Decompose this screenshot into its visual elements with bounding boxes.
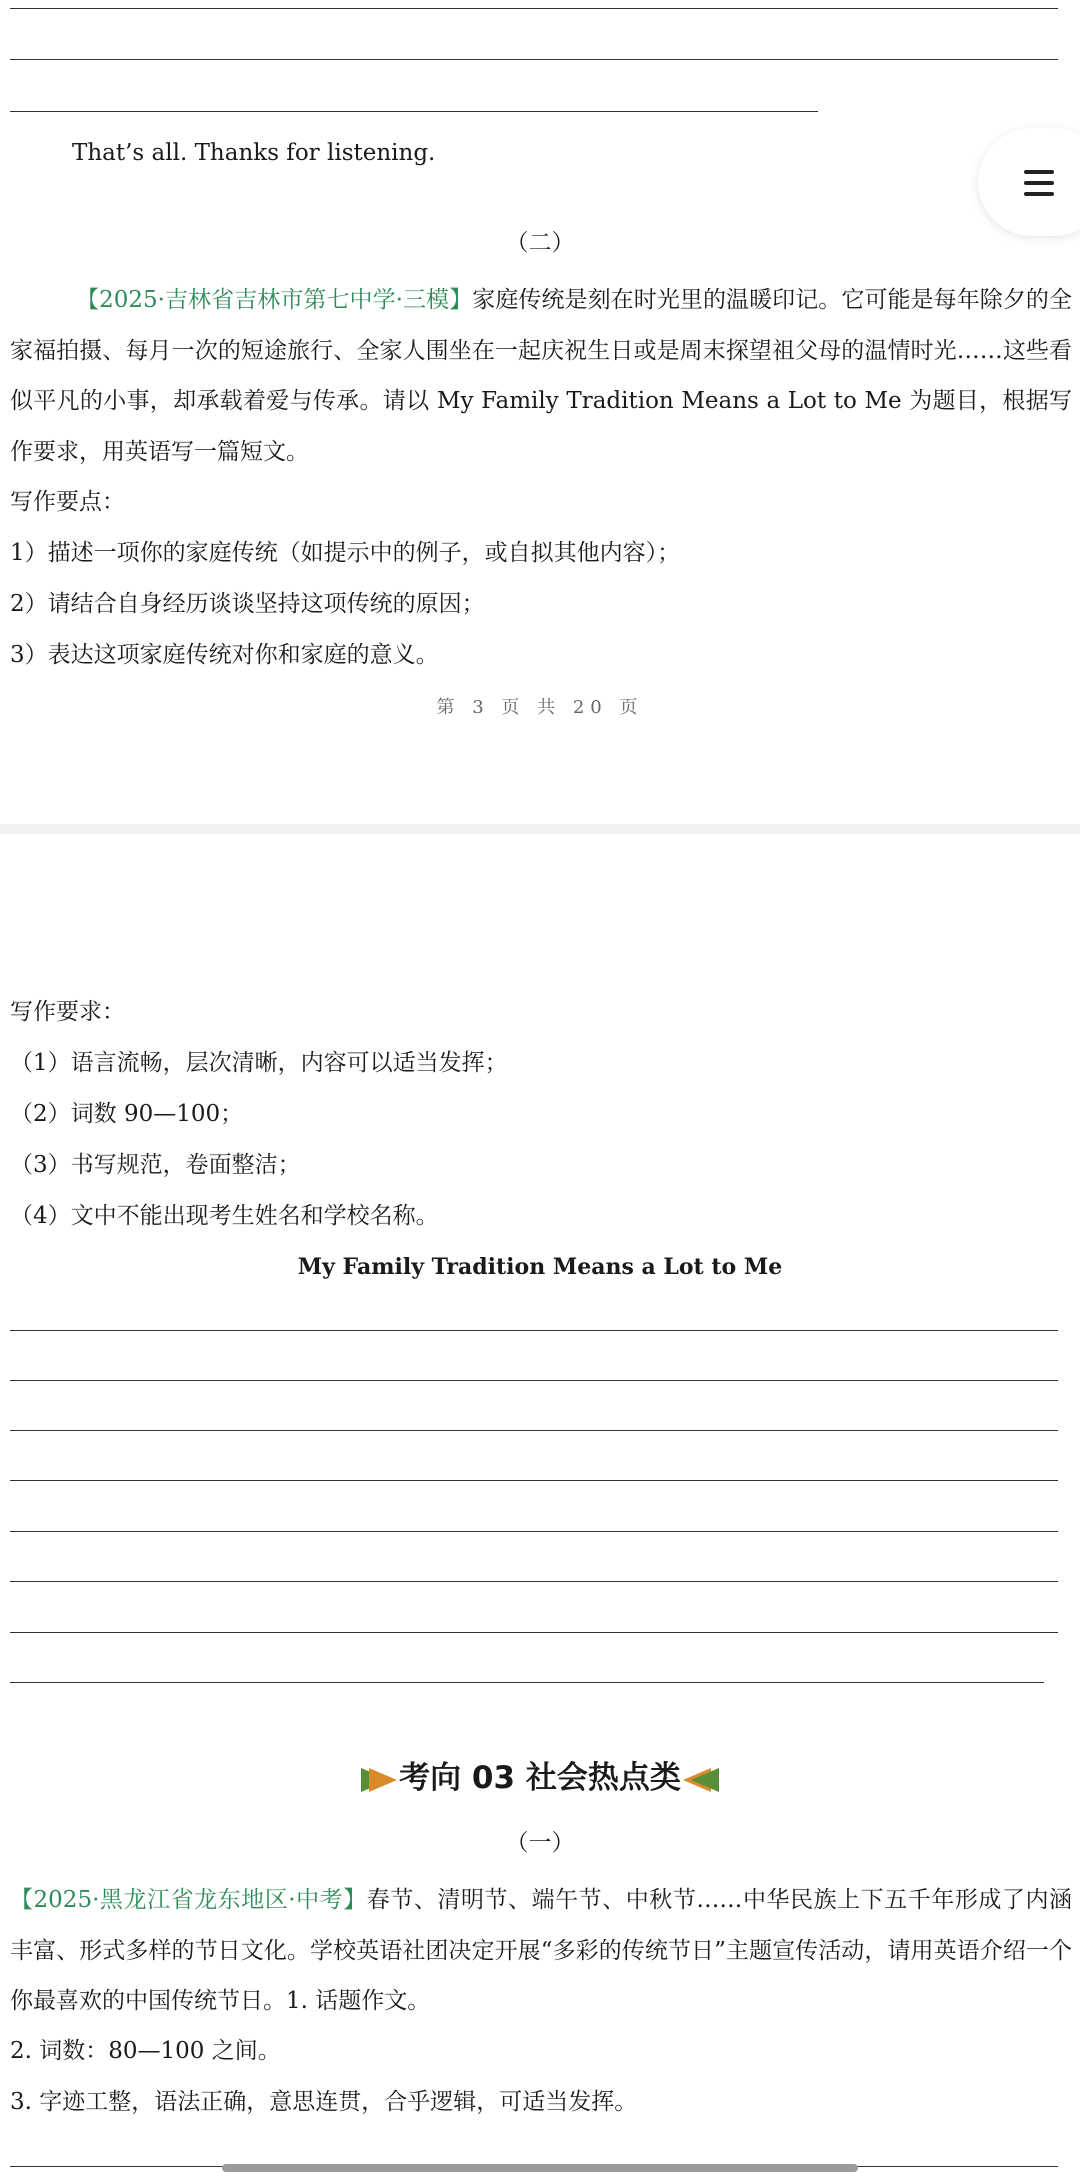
writing-prompt: [10, 275, 1072, 477]
page-gap: [0, 824, 1080, 834]
answer-line: [10, 1430, 1058, 1431]
document-page-3: [0, 0, 1080, 824]
requirements-label: 写作要求：: [10, 999, 125, 1025]
point-item: 3）表达这项家庭传统对你和家庭的意义。: [10, 642, 439, 668]
requirement-item: 3. 字迹工整，语法正确，意思连贯，合乎逻辑，可适当发挥。: [10, 2089, 638, 2115]
requirement-item: （4）文中不能出现考生姓名和学校名称。: [10, 1203, 439, 1229]
triangle-left-icon: [691, 1768, 719, 1792]
requirement-item: （2）词数 90—100；: [10, 1101, 244, 1127]
source-tag: 【2025·黑龙江省龙东地区·中考】: [10, 1887, 367, 1913]
requirement-item: （1）语言流畅，层次清晰，内容可以适当发挥；: [10, 1050, 508, 1076]
horizontal-scrollbar[interactable]: [222, 2164, 858, 2172]
answer-line: [10, 111, 818, 112]
answer-line: [10, 1581, 1058, 1582]
page-indicator: 第 3 页 共 20 页: [436, 697, 644, 718]
part-heading: （一）: [505, 1830, 575, 1856]
answer-line: [10, 1531, 1058, 1532]
points-label: 写作要点：: [10, 489, 125, 515]
section-title-text: 考向 03 社会热点类: [399, 1760, 681, 1796]
closing-text: That’s all. Thanks for listening.: [72, 140, 436, 166]
part-heading: （二）: [505, 230, 575, 256]
triangle-right-icon: [369, 1768, 397, 1792]
hamburger-menu-icon: [1024, 181, 1054, 185]
answer-line: [10, 1682, 1044, 1683]
point-item: 1）描述一项你的家庭传统（如提示中的例子，或自拟其他内容）；: [10, 540, 681, 566]
requirement-item: （3）书写规范，卷面整洁；: [10, 1152, 301, 1178]
requirement-item: 2. 词数：80—100 之间。: [10, 2038, 281, 2064]
writing-prompt: [10, 1875, 1072, 2027]
menu-button[interactable]: [978, 128, 1080, 236]
prompt-text: 春节、清明节、端午节、中秋节……中华民族上下五千年形成了内涵丰富、形式多样的节日文化。学校英语社团决定开展“多彩的传统节日”主题宣传活动，请用英语介绍一个你最喜欢的中国传统节日。1. 话题作文。: [10, 1887, 1073, 2014]
answer-line: [10, 1330, 1058, 1331]
section-title: [0, 1752, 1080, 1797]
essay-title: My Family Tradition Means a Lot to Me: [297, 1254, 783, 1280]
answer-line: [10, 1632, 1058, 1633]
point-item: 2）请结合自身经历谈谈坚持这项传统的原因；: [10, 591, 485, 617]
answer-line: [10, 59, 1058, 60]
prompt-text: 家庭传统是刻在时光里的温暖印记。它可能是每年除夕的全家福拍摄、每月一次的短途旅行、全家人围坐在一起庆祝生日或是周末探望祖父母的温情时光……这些看似平凡的小事，却承载着爱与传承。请以 My Family Tradition Means a Lot to Me 为题目，根据写作要求，用英语写一篇短文。: [10, 287, 1072, 465]
answer-line: [10, 1480, 1058, 1481]
hamburger-menu-icon: [1024, 170, 1054, 174]
hamburger-menu-icon: [1024, 192, 1054, 196]
answer-line: [10, 1380, 1058, 1381]
source-tag: 【2025·吉林省吉林市第七中学·三模】: [76, 287, 473, 313]
answer-line: [10, 8, 1058, 9]
